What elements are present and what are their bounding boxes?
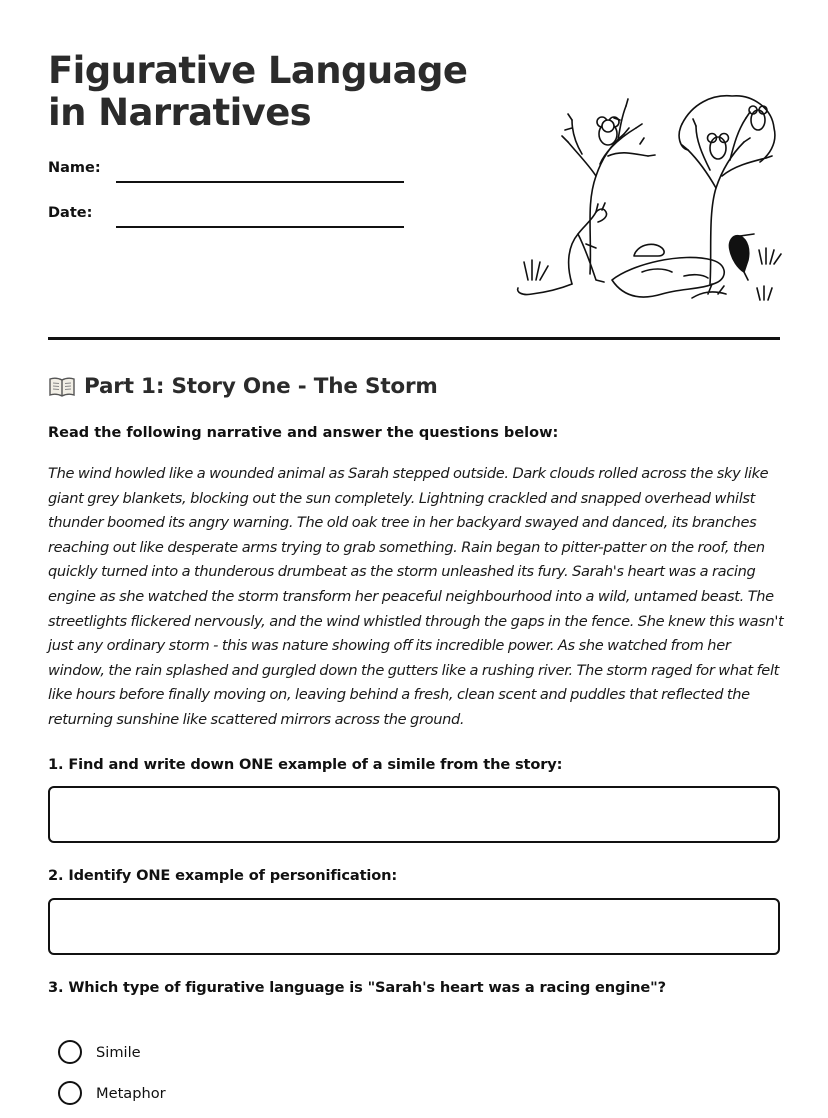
radio-button[interactable]: [58, 1040, 82, 1064]
part1-heading-text: Part 1: Story One - The Storm: [84, 374, 438, 399]
story-passage: The wind howled like a wounded animal as Sarah stepped outside. Dark clouds rolled across the sky like giant grey blankets, blocking out the sun completely. Lightning crackled and snapped overhead whilst thunder boomed its angry warning. The old oak tree in her backyard swayed and danced, its branches reaching out like desperate arms trying to grab something. Rain began to pitter-patter on the roof, then quickly turned into a thunderous drumbeat as the storm unleashed its fury. Sarah's heart was a racing engine as she watched the storm transform her peaceful neighbourhood into a wild, untamed beast. The streetlights flickered nervously, and the wind whistled through the gaps in the fence. She knew this wasn't just any ordinary storm - this was nature showing off its incredible power. As she watched from her window, the rain splashed and gurgled down the gutters like a rushing river. The storm raged for what felt like hours before finally moving on, leaving behind a fresh, clean scent and puddles that reflected the returning sunshine like scattered mirrors across the ground.: [48, 465, 784, 728]
open-book-icon: [48, 376, 76, 398]
question-3-label: 3. Which type of figurative language is "Sarah's heart was a racing engine"?: [48, 979, 666, 996]
option-label: Simile: [96, 1043, 141, 1061]
australian-bushland-illustration: [512, 84, 782, 310]
date-label: Date:: [48, 205, 93, 221]
part1-instructions: Read the following narrative and answer the questions below:: [48, 425, 559, 441]
radio-button[interactable]: [58, 1081, 82, 1105]
question-2-label: 2. Identify ONE example of personification:: [48, 867, 398, 884]
part1-heading: [48, 374, 438, 399]
worksheet-title: Figurative Language in Narratives: [48, 49, 468, 134]
question-3-option-metaphor[interactable]: [58, 1081, 166, 1105]
question-2-answer-box[interactable]: [48, 898, 780, 955]
worksheet-page: [48, 0, 784, 1118]
option-label: Metaphor: [96, 1084, 166, 1102]
name-field[interactable]: [116, 181, 404, 183]
question-1-answer-box[interactable]: [48, 786, 780, 843]
section-divider: [48, 337, 780, 340]
question-1-label: 1. Find and write down ONE example of a simile from the story:: [48, 756, 563, 773]
question-3-option-simile[interactable]: [58, 1040, 141, 1064]
name-label: Name:: [48, 160, 101, 176]
date-field[interactable]: [116, 226, 404, 228]
